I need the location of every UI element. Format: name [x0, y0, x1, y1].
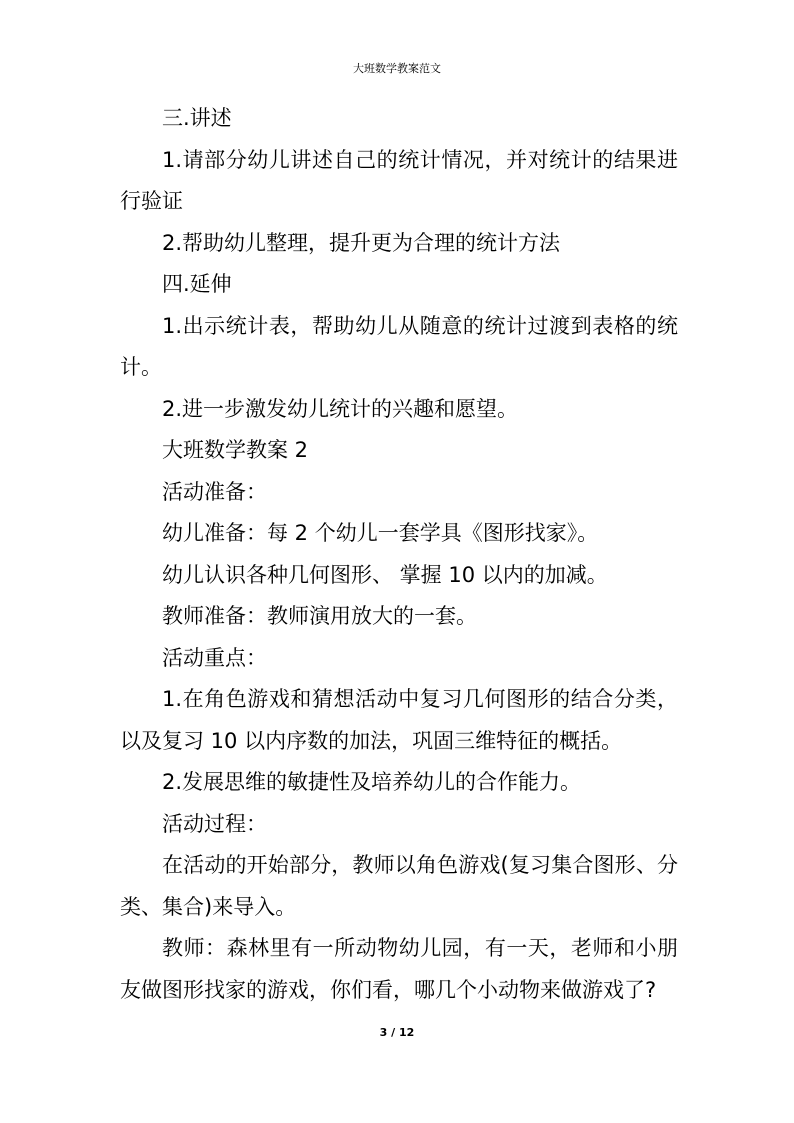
- paragraph-process-intro: 在活动的开始部分，教师以角色游戏(复习集合图形、分类、集合)来导入。: [120, 853, 678, 919]
- section-heading-narration: 三.讲述: [162, 106, 232, 130]
- paragraph-teacher-dialogue: 教师：森林里有一所动物幼儿园，有一天，老师和小朋友做图形找家的游戏，你们看，哪几个小动物来做游戏了?: [120, 936, 678, 1002]
- heading-process: 活动过程：: [162, 811, 267, 836]
- page-number: 3 / 12: [379, 1026, 415, 1039]
- paragraph-key-point-1: 1.在角色游戏和猜想活动中复习几何图形的结合分类，以及复习 10 以内序数的加法，巩固三维特征的概括。: [120, 687, 678, 753]
- document-body: [120, 98, 678, 1011]
- heading-key-points: 活动重点：: [162, 645, 267, 670]
- paragraph-child-knowledge: 幼儿认识各种几何图形、 掌握 10 以内的加减。: [162, 562, 608, 587]
- heading-preparation: 活动准备：: [162, 479, 267, 504]
- lesson-title-2: 大班数学教案 2: [162, 438, 309, 462]
- paragraph-stimulate-interest: 2.进一步激发幼儿统计的兴趣和愿望。: [162, 396, 519, 421]
- section-heading-extension: 四.延伸: [162, 272, 232, 296]
- paragraph-teacher-preparation: 教师准备：教师演用放大的一套。: [162, 604, 477, 628]
- paragraph-key-point-2: 2.发展思维的敏捷性及培养幼儿的合作能力。: [162, 770, 582, 794]
- paragraph-narrate-statistics: 1.请部分幼儿讲述自己的统计情况，并对统计的结果进行验证: [120, 147, 678, 213]
- paragraph-child-preparation: 幼儿准备：每 2 个幼儿一套学具《图形找家》。: [162, 521, 599, 545]
- paragraph-show-table: 1.出示统计表，帮助幼儿从随意的统计过渡到表格的统计。: [120, 313, 678, 379]
- paragraph-organize-methods: 2.帮助幼儿整理，提升更为合理的统计方法: [162, 230, 561, 255]
- page-header: 大班数学教案范文: [353, 62, 441, 75]
